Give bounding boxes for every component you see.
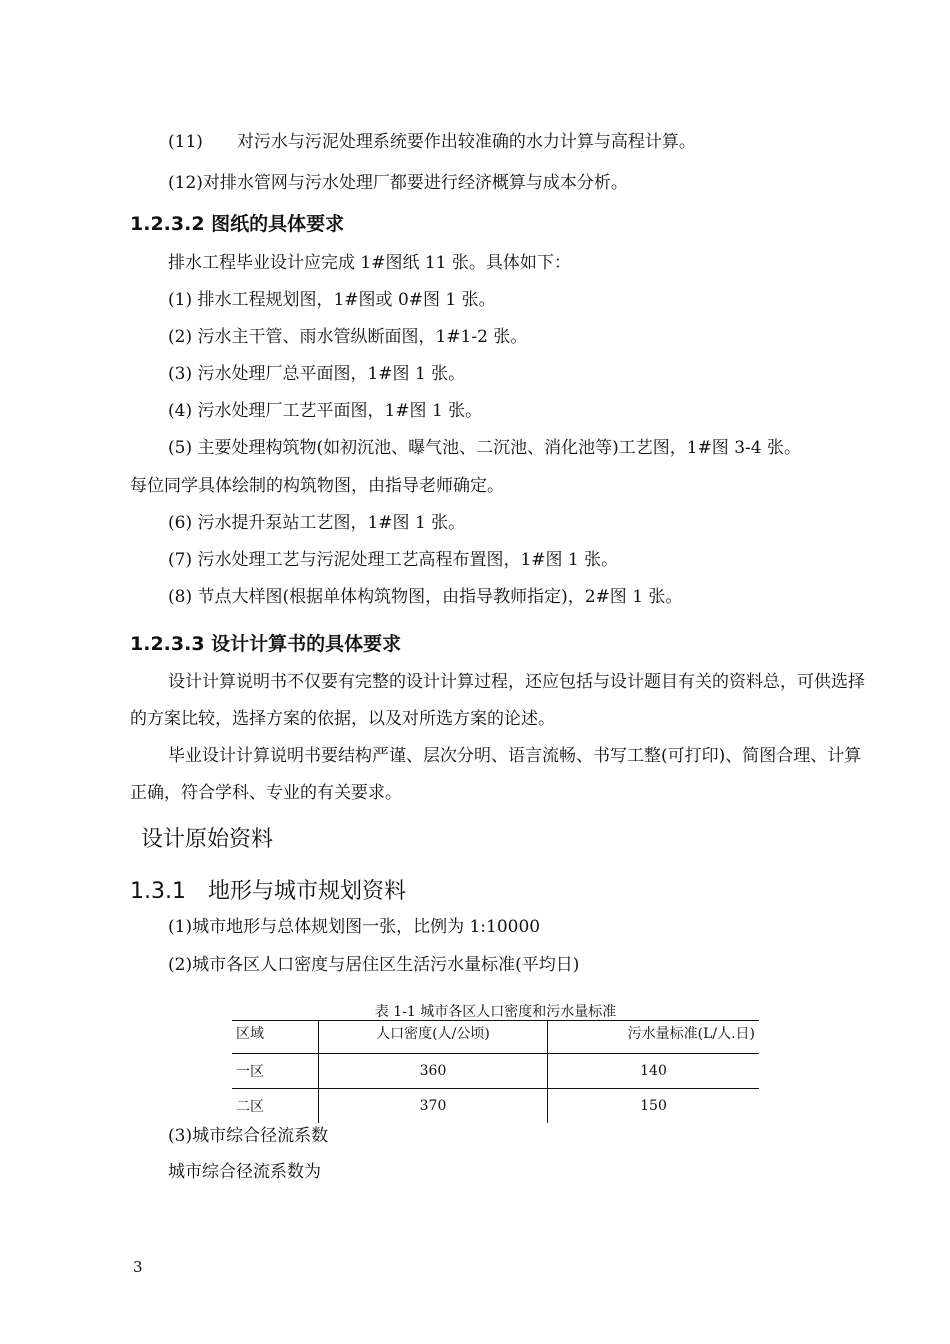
item-number: (11) (168, 132, 203, 152)
table-cell: 370 (319, 1089, 548, 1124)
drawing-item-8: (8) 节点大样图(根据单体构筑物图，由指导教师指定)，2#图 1 张。 (168, 587, 683, 607)
population-sewage-table (232, 1020, 759, 1123)
drawings-intro: 排水工程毕业设计应完成 1#图纸 11 张。具体如下： (168, 253, 571, 273)
drawing-item-2: (2) 污水主干管、雨水管纵断面图，1#1-2 张。 (168, 327, 528, 347)
list-item-12: (12)对排水管网与污水处理厂都要进行经济概算与成本分析。 (168, 173, 628, 193)
list-item-11 (168, 130, 696, 154)
drawing-item-5-continued: 每位同学具体绘制的构筑物图，由指导老师确定。 (130, 476, 504, 496)
paragraph-requirements: 毕业设计计算说明书要结构严谨、层次分明、语言流畅、书写工整(可打印)、简图合理、计算正确，符合学科、专业的有关要求。 (130, 746, 862, 803)
material-item-2: (2)城市各区人口密度与居住区生活污水量标准(平均日) (168, 955, 580, 975)
drawing-item-6: (6) 污水提升泵站工艺图，1#图 1 张。 (168, 513, 466, 533)
table-cell: 150 (548, 1089, 760, 1124)
table-cell: 二区 (236, 1099, 264, 1115)
drawing-item-7: (7) 污水处理工艺与污泥处理工艺高程布置图，1#图 1 张。 (168, 550, 619, 570)
drawing-item-1: (1) 排水工程规划图，1#图或 0#图 1 张。 (168, 290, 496, 310)
section-heading-1-2-3-3: 1.2.3.3 设计计算书的具体要求 (130, 633, 402, 655)
header-cell-density: 人口密度(人/公顷) (319, 1021, 548, 1054)
item-text: 对污水与污泥处理系统要作出较准确的水力计算与高程计算。 (236, 132, 696, 152)
table-cell: 一区 (232, 1054, 319, 1089)
table-header-row (232, 1021, 759, 1054)
table-row (232, 1054, 759, 1089)
material-item-1: (1)城市地形与总体规划图一张，比例为 1:10000 (168, 917, 541, 937)
section-heading-design-data: 设计原始资料 (141, 827, 274, 852)
drawing-item-3: (3) 污水处理厂总平面图，1#图 1 张。 (168, 364, 466, 384)
runoff-coefficient-text: 城市综合径流系数为 (168, 1162, 321, 1182)
paragraph-calc-book: 设计计算说明书不仅要有完整的设计计算过程，还应包括与设计题目有关的资料总，可供选择的方案比较，选择方案的依据，以及对所选方案的论述。 (130, 672, 865, 729)
section-heading-1-2-3-2: 1.2.3.2 图纸的具体要求 (130, 213, 345, 235)
table-cell: 360 (319, 1054, 548, 1089)
section-heading-1-3-1: 1.3.1 地形与城市规划资料 (130, 879, 406, 904)
table-row (232, 1089, 759, 1124)
page-number: 3 (133, 1258, 143, 1276)
table-caption: 表 1-1 城市各区人口密度和污水量标准 (374, 1004, 617, 1020)
material-item-3: (3)城市综合径流系数 (168, 1126, 329, 1146)
header-cell-sewage-standard: 污水量标准(L/人.日) (548, 1021, 760, 1054)
drawing-item-4: (4) 污水处理厂工艺平面图，1#图 1 张。 (168, 401, 483, 421)
drawing-item-5: (5) 主要处理构筑物(如初沉池、曝气池、二沉池、消化池等)工艺图，1#图 3-4 张。 (168, 438, 801, 458)
table-cell: 140 (548, 1054, 760, 1089)
header-cell-region: 区域 (232, 1021, 319, 1054)
